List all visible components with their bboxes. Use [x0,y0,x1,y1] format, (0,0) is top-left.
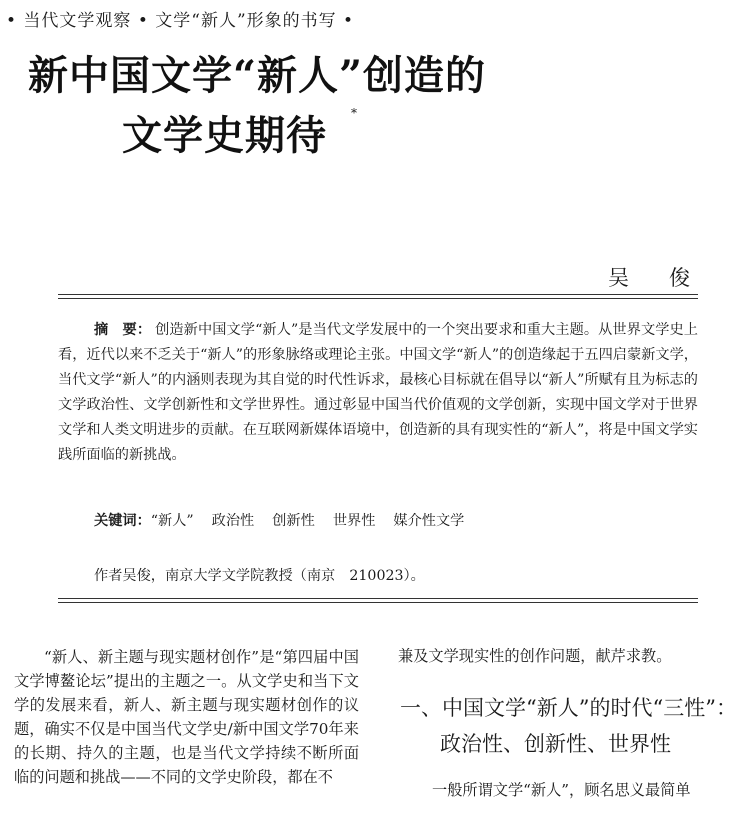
body-left-column [14,645,359,789]
abstract-bottom-rule-inner [58,598,698,599]
abstract-bottom-rule [58,602,698,603]
keyword: 世界性 [332,513,376,529]
abstract-top-rule [58,294,698,295]
keyword: 媒介性文学 [393,513,465,529]
body-right-column-bottom: 一般所谓文学“新人”，顾名思义最简单 [432,781,691,799]
article-title-line-2: 文学史期待 [122,112,327,159]
abstract-top-rule-inner [58,298,698,299]
abstract [58,318,698,468]
section-heading-line-1: 一、中国文学“新人”的时代“三性”： [400,696,737,720]
keyword: “新人” [150,513,194,529]
keywords [94,510,482,530]
author-affiliation: 作者吴俊，南京大学文学院教授（南京 210023）。 [94,568,425,584]
abstract-text: 创造新中国文学“新人”是当代文学发展中的一个突出要求和重大主题。从世界文学史上看，近代以来不乏关于“新人”的形象脉络或理论主张。中国文学“新人”的创造缘起于五四启蒙新文学，当代文学“新人”的内涵则表现为其自觉的时代性诉求，最核心目标就在倡导以“新人”所赋有且为标志的文学政治性、文学创新性和文学世界性。通过彰显中国当代价值观的文学创新，实现中国文学对于世界文学和人类文明进步的贡献。在互联网新媒体语境中，创造新的具有现实性的“新人”，将是中国文学实践所面临的新挑战。 [58,322,698,463]
keyword: 创新性 [272,513,315,529]
title-footnote-mark: * [351,106,357,120]
author-name: 吴俊 [608,266,730,290]
article-title-line-1: 新中国文学“新人”创造的 [28,52,487,99]
section-heading-line-2: 政治性、创新性、世界性 [440,732,671,756]
column-tag: • 当代文学观察 • 文学“新人”形象的书写 • [6,11,355,31]
body-paragraph: “新人、新主题与现实题材创作”是“第四届中国文学博鳌论坛”提出的主题之一。从文学史和当下文学的发展来看，新人、新主题与现实题材创作的议题，确实不仅是中国当代文学史/新中国文学70年来的长期、持久的主题，也是当代文学持续不断所面临的问题和挑战——不同的文学史阶段，都在不 [14,648,359,786]
keywords-label: 关键词： [94,513,151,529]
keyword: 政治性 [211,513,255,529]
abstract-label: 摘 要： [94,322,152,338]
body-right-column-top: 兼及文学现实性的创作问题，献芹求教。 [398,647,672,665]
